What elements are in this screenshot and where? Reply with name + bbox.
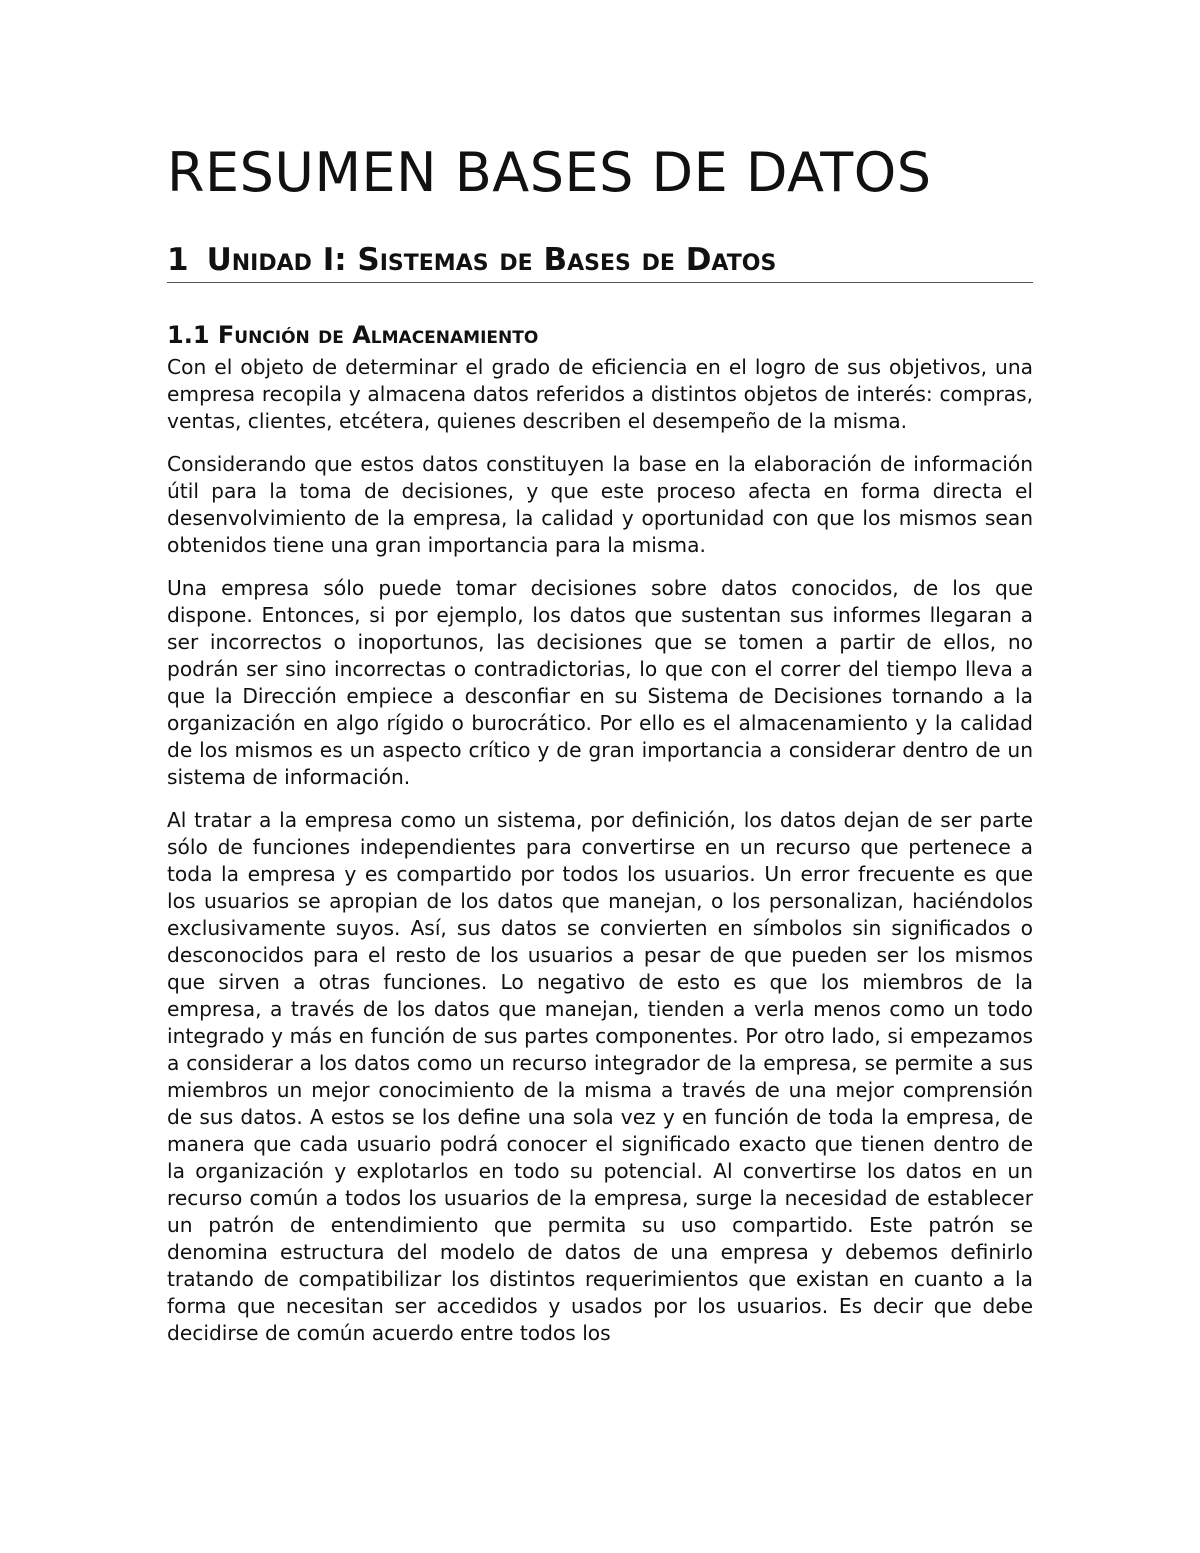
document-title: RESUMEN BASES DE DATOS [167, 141, 932, 204]
section-title: Unidad I: Sistemas de Bases de Datos [206, 242, 777, 278]
paragraph: Considerando que estos datos constituyen la base en la elaboración de información útil para la toma de decisiones, y que este proceso afecta en forma directa el desenvolvimiento de la empresa, la calidad y oportunidad con que los mismos sean obtenidos tiene una gran importancia para la misma. [167, 452, 1033, 557]
body-text [167, 354, 1033, 1363]
paragraph: Al tratar a la empresa como un sistema, por definición, los datos dejan de ser parte sólo de funciones independientes para convertirse en un recurso que pertenece a toda la empresa y es compartido por todos los usuarios. Un error frecuente es que los usuarios se apropian de los datos que manejan, o los personalizan, haciéndolos exclusivamente suyos. Así, sus datos se convierten en símbolos sin significados o desconocidos para el resto de los usuarios a pesar de que pueden ser los mismos que sirven a otras funciones. Lo negativo de esto es que los miembros de la empresa, a través de los datos que manejan, tienden a verla menos como un todo integrado y más en función de sus partes componentes. Por otro lado, si empezamos a considerar a los datos como un recurso integrador de la empresa, se permite a sus miembros un mejor conocimiento de la misma a través de una mejor comprensión de sus datos. A estos se los define una sola vez y en función de toda la empresa, de manera que cada usuario podrá conocer el significado exacto que tienen dentro de la organización y explotarlos en todo su potencial. Al convertirse los datos en un recurso común a todos los usuarios de la empresa, surge la necesidad de establecer un patrón de entendimiento que permita su uso compartido. Este patrón se denomina estructura del modelo de datos de una empresa y debemos definirlo tratando de compatibilizar los distintos requerimientos que existan en cuanto a la forma que necesitan ser accedidos y usados por los usuarios. Es decir que debe decidirse de común acuerdo entre todos los [167, 808, 1033, 1345]
section-number: 1 [167, 242, 189, 278]
subsection-heading: 1.1 Función de Almacenamiento [167, 321, 539, 349]
paragraph: Una empresa sólo puede tomar decisiones sobre datos conocidos, de los que dispone. Entonces, si por ejemplo, los datos que sustentan sus informes llegaran a ser incorrectos o inoportunos, las decisiones que se tomen a partir de ellos, no podrán ser sino incorrectas o contradictorias, lo que con el correr del tiempo lleva a que la Dirección empiece a desconfiar en su Sistema de Decisiones tornando a la organización en algo rígido o burocrático. Por ello es el almacenamiento y la calidad de los mismos es un aspecto crítico y de gran importancia a considerar dentro de un sistema de información. [167, 576, 1033, 789]
section-heading [167, 238, 1033, 283]
paragraph: Con el objeto de determinar el grado de eficiencia en el logro de sus objetivos, una empresa recopila y almacena datos referidos a distintos objetos de interés: compras, ventas, clientes, etcétera, quienes describen el desempeño de la misma. [167, 355, 1033, 433]
